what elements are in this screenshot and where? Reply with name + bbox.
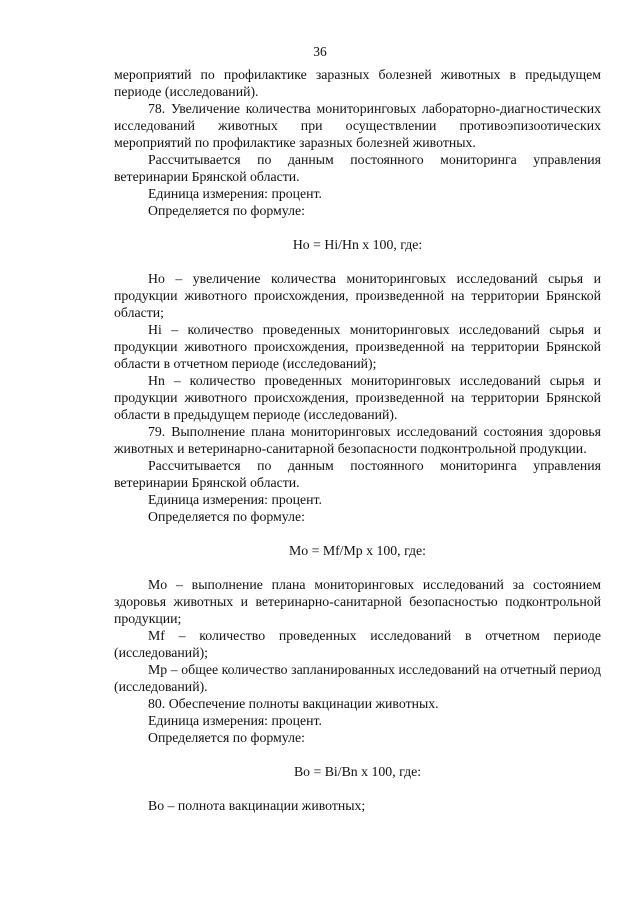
page-number: 36 [313, 44, 327, 59]
paragraph: 79. Выполнение плана мониторинговых исследований состояния здоровья животных и ветеринарно-санитарной безопасности подконтрольной продукции. [114, 424, 601, 456]
paragraph: Рассчитывается по данным постоянного мониторинга управления ветеринарии Брянской области. [114, 458, 601, 490]
paragraph: Рассчитывается по данным постоянного мониторинга управления ветеринарии Брянской области. [114, 152, 601, 184]
paragraph: Определяется по формуле: [148, 509, 305, 524]
formula: Ho = Hi/Hn x 100, где: [292, 237, 423, 252]
paragraph: Единица измерения: процент. [148, 492, 322, 507]
formula: Mo = Mf/Mp x 100, где: [288, 543, 427, 558]
paragraph: Mo – выполнение плана мониторинговых исследований за состоянием здоровья животных и ветеринарно-санитарной безопасностью подконтрольной продукции; [114, 577, 601, 626]
paragraph: Mp – общее количество запланированных исследований на отчетный период (исследований). [114, 662, 601, 694]
paragraph: Mf – количество проведенных исследований в отчетном периоде (исследований); [114, 628, 601, 660]
document-body [114, 66, 601, 814]
paragraph: 78. Увеличение количества мониторинговых лабораторно-диагностических исследований животных при осуществлении противоэпизоотических мероприятий по профилактике заразных болезней животных. [114, 101, 601, 150]
paragraph: Единица измерения: процент. [148, 186, 322, 201]
paragraph: Единица измерения: процент. [148, 713, 322, 728]
paragraph: Определяется по формуле: [148, 730, 305, 745]
paragraph: Определяется по формуле: [148, 203, 305, 218]
paragraph: мероприятий по профилактике заразных болезней животных в предыдущем периоде (исследований). [114, 67, 601, 99]
formula: Bo = Bi/Bn x 100, где: [293, 764, 422, 779]
paragraph: Hn – количество проведенных мониторинговых исследований сырья и продукции животного происхождения, произведенной на территории Брянской области в предыдущем периоде (исследований). [114, 373, 601, 422]
paragraph: Bo – полнота вакцинации животных; [148, 798, 366, 813]
paragraph: Ho – увеличение количества мониторинговых исследований сырья и продукции животного происхождения, произведенной на территории Брянской области; [114, 271, 601, 320]
paragraph: 80. Обеспечение полноты вакцинации животных. [148, 696, 439, 711]
paragraph: Hi – количество проведенных мониторинговых исследований сырья и продукции животного происхождения, произведенной на территории Брянской области в отчетном периоде (исследований); [114, 322, 601, 371]
